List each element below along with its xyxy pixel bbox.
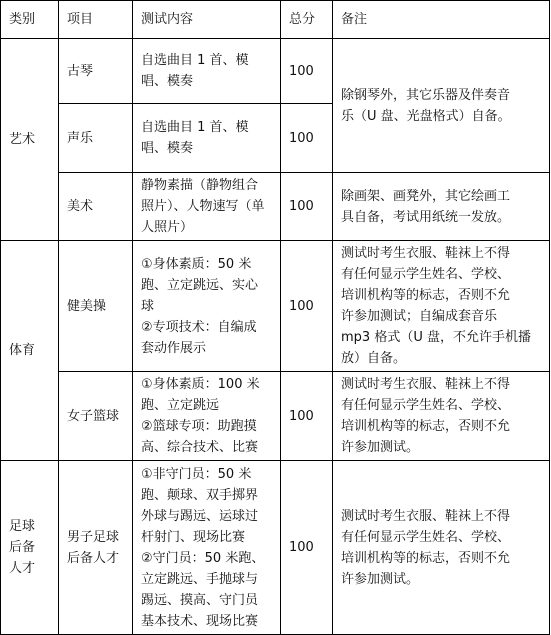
table-row-fine-art	[1, 173, 550, 241]
item-fine-art: 美术	[59, 173, 133, 241]
category-art: 艺术	[1, 39, 59, 241]
table-row-basketball	[1, 372, 550, 461]
content-vocal: 自选曲目 1 首、模 唱、模奏	[133, 104, 281, 173]
total-vocal: 100	[281, 104, 333, 173]
total-basketball: 100	[281, 372, 333, 461]
note-football: 测试时考生衣服、鞋袜上不得 有任何显示学生姓名、学校、 培训机构等的标志，否则不允 许参加测试。	[333, 461, 550, 635]
table-row-guqin	[1, 39, 550, 104]
note-fine-art: 除画架、画凳外，其它绘画工 具自备，考试用纸统一发放。	[333, 173, 550, 241]
total-fine-art: 100	[281, 173, 333, 241]
content-aerobics: ①身体素质：50 米 跑、立定跳远、实心 球 ②专项技术：自编成 套动作展示	[133, 241, 281, 372]
item-guqin: 古琴	[59, 39, 133, 104]
header-note: 备注	[333, 1, 550, 39]
item-basketball: 女子篮球	[59, 372, 133, 461]
note-aerobics: 测试时考生衣服、鞋袜上不得 有任何显示学生姓名、学校、 培训机构等的标志，否则不允 许参加测试；自编成套音乐 mp3 格式（U 盘，不允许手机播 放）自备。	[333, 241, 550, 372]
note-basketball: 测试时考生衣服、鞋袜上不得 有任何显示学生姓名、学校、 培训机构等的标志，否则不允 许参加测试。	[333, 372, 550, 461]
item-vocal: 声乐	[59, 104, 133, 173]
item-football: 男子足球 后备人才	[59, 461, 133, 635]
header-item: 项目	[59, 1, 133, 39]
header-row	[1, 1, 550, 39]
total-football: 100	[281, 461, 333, 635]
header-content: 测试内容	[133, 1, 281, 39]
item-aerobics: 健美操	[59, 241, 133, 372]
table-row-football	[1, 461, 550, 635]
header-total: 总分	[281, 1, 333, 39]
category-football: 足球 后备 人才	[1, 461, 59, 635]
category-pe: 体育	[1, 241, 59, 461]
content-fine-art: 静物素描（静物组合 照片）、人物速写（单 人照片）	[133, 173, 281, 241]
content-guqin: 自选曲目 1 首、模 唱、模奏	[133, 39, 281, 104]
total-guqin: 100	[281, 39, 333, 104]
content-football: ①非守门员：50 米 跑、颠球、双手掷界 外球与踢远、运球过 杆射门、现场比赛 ②守门员：50 米跑、 立定跳远、手抛球与 踢远、摸高、守门员 基本技术、现场比赛	[133, 461, 281, 635]
total-aerobics: 100	[281, 241, 333, 372]
table-row-aerobics	[1, 241, 550, 372]
note-music: 除钢琴外，其它乐器及伴奏音 乐（U 盘、光盘格式）自备。	[333, 39, 550, 173]
content-basketball: ①身体素质：100 米 跑、立定跳远 ②篮球专项：助跑摸 高、综合技术、比赛	[133, 372, 281, 461]
header-category: 类别	[1, 1, 59, 39]
